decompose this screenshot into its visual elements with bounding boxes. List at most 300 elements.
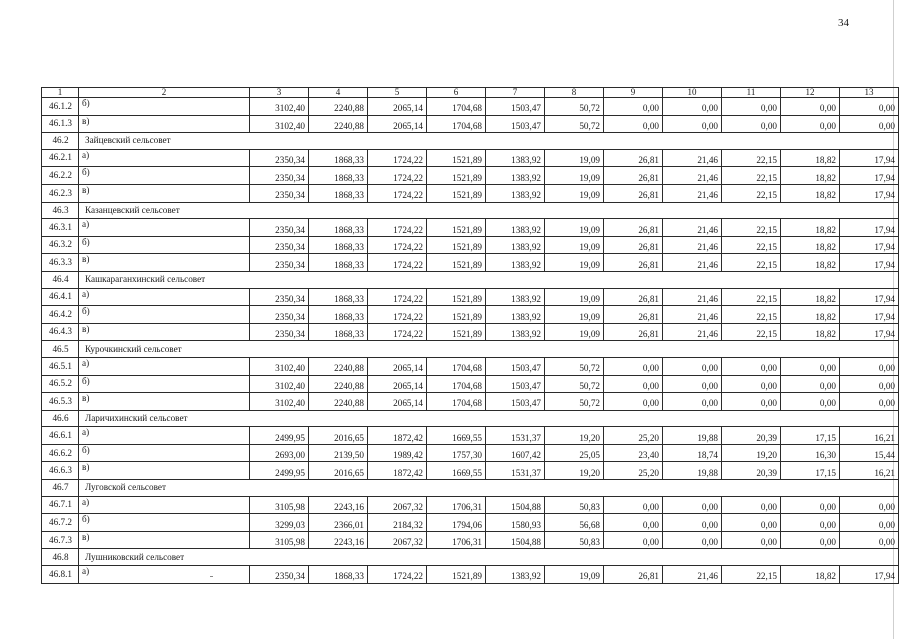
row-code: 46.8 — [42, 549, 79, 566]
table-cell: 0,00 — [840, 531, 899, 549]
table-body — [42, 98, 899, 584]
row-label: б) — [79, 98, 250, 116]
table-cell: 1669,55 — [427, 462, 486, 480]
table-cell: 18,82 — [781, 254, 840, 272]
row-code: 46.5.3 — [42, 393, 79, 411]
table-cell: 1504,88 — [486, 496, 545, 514]
table-cell: 1383,92 — [486, 566, 545, 584]
column-header: 11 — [722, 88, 781, 98]
table-cell: 21,46 — [663, 236, 722, 254]
table-cell: 26,81 — [604, 219, 663, 237]
table-cell: 1724,22 — [368, 323, 427, 341]
table-cell: 1580,93 — [486, 514, 545, 532]
table-row — [42, 149, 899, 167]
table-cell: 22,15 — [722, 288, 781, 306]
table-cell: 0,00 — [663, 357, 722, 375]
table-cell: 1503,47 — [486, 357, 545, 375]
table-cell: 0,00 — [722, 98, 781, 116]
table-cell: 1868,33 — [309, 236, 368, 254]
column-header: 12 — [781, 88, 840, 98]
table-cell: 1794,06 — [427, 514, 486, 532]
table-cell: 20,39 — [722, 462, 781, 480]
table-row — [42, 496, 899, 514]
table-cell: 25,20 — [604, 427, 663, 445]
table-cell: 0,00 — [663, 531, 722, 549]
table-cell: 1669,55 — [427, 427, 486, 445]
table-cell: 1521,89 — [427, 149, 486, 167]
table-cell: 2350,34 — [250, 288, 309, 306]
table-cell: 22,15 — [722, 323, 781, 341]
group-label: Курочкинский сельсовет — [79, 341, 899, 358]
table-cell: 1724,22 — [368, 306, 427, 324]
table-cell: 19,09 — [545, 167, 604, 185]
table-cell: 16,30 — [781, 444, 840, 462]
table-cell: 1607,42 — [486, 444, 545, 462]
table-cell: 1521,89 — [427, 254, 486, 272]
table-cell: 1521,89 — [427, 184, 486, 202]
table-cell: 1724,22 — [368, 566, 427, 584]
table-cell: 2067,32 — [368, 496, 427, 514]
table-cell: 1989,42 — [368, 444, 427, 462]
table-cell: 26,81 — [604, 167, 663, 185]
table-cell: 0,00 — [840, 115, 899, 133]
row-code: 46.7.2 — [42, 514, 79, 532]
table-cell: 19,20 — [545, 427, 604, 445]
column-header: 8 — [545, 88, 604, 98]
table-cell: 19,88 — [663, 462, 722, 480]
table-cell: 2350,34 — [250, 306, 309, 324]
group-label: Ларичихинский сельсовет — [79, 410, 899, 427]
table-cell: 22,15 — [722, 219, 781, 237]
table-cell: 17,94 — [840, 149, 899, 167]
table-cell: 17,94 — [840, 219, 899, 237]
page-number: 34 — [838, 17, 849, 29]
row-code: 46.7.3 — [42, 531, 79, 549]
row-code: 46.5.1 — [42, 357, 79, 375]
table-cell: 0,00 — [722, 514, 781, 532]
row-code: 46.5.2 — [42, 375, 79, 393]
table-cell: 1704,68 — [427, 393, 486, 411]
table-cell: 0,00 — [840, 514, 899, 532]
table-cell: 1521,89 — [427, 288, 486, 306]
table-cell: 17,15 — [781, 462, 840, 480]
table-cell: 22,15 — [722, 566, 781, 584]
table-cell: 17,94 — [840, 184, 899, 202]
table-cell: 26,81 — [604, 288, 663, 306]
row-code: 46.2.1 — [42, 149, 79, 167]
row-label: в) — [79, 531, 250, 549]
row-code: 46.6.1 — [42, 427, 79, 445]
table-cell: 2350,34 — [250, 167, 309, 185]
table-cell: 0,00 — [604, 496, 663, 514]
table-cell: 50,72 — [545, 115, 604, 133]
row-code: 46.4.2 — [42, 306, 79, 324]
table-cell: 21,46 — [663, 566, 722, 584]
table-cell: 1503,47 — [486, 393, 545, 411]
table-cell: 56,68 — [545, 514, 604, 532]
table-cell: 1521,89 — [427, 167, 486, 185]
table-cell: 26,81 — [604, 306, 663, 324]
table-cell: 50,72 — [545, 357, 604, 375]
table-cell: 0,00 — [663, 393, 722, 411]
table-cell: 19,09 — [545, 254, 604, 272]
table-cell: 19,09 — [545, 288, 604, 306]
table-cell: 17,94 — [840, 306, 899, 324]
row-code: 46.6.2 — [42, 444, 79, 462]
table-cell: 2065,14 — [368, 357, 427, 375]
row-code: 46.3 — [42, 202, 79, 219]
table-cell: 1503,47 — [486, 98, 545, 116]
table-cell: 21,46 — [663, 149, 722, 167]
table-cell: 22,15 — [722, 167, 781, 185]
table-cell: 3105,98 — [250, 531, 309, 549]
table-cell: 0,00 — [663, 115, 722, 133]
table-cell: 21,46 — [663, 184, 722, 202]
table-cell: 1531,37 — [486, 427, 545, 445]
table-cell: 26,81 — [604, 566, 663, 584]
group-row — [42, 133, 899, 150]
group-row — [42, 549, 899, 566]
group-label: Лушниковский сельсовет — [79, 549, 899, 566]
table-cell: 0,00 — [604, 115, 663, 133]
table-cell: 1868,33 — [309, 323, 368, 341]
row-code: 46.3.2 — [42, 236, 79, 254]
table-cell: 19,09 — [545, 149, 604, 167]
table-cell: 19,20 — [545, 462, 604, 480]
table-cell: 0,00 — [781, 357, 840, 375]
table-cell: 1383,92 — [486, 323, 545, 341]
column-header: 7 — [486, 88, 545, 98]
table-row — [42, 462, 899, 480]
tariff-table — [41, 87, 899, 584]
row-label: в) — [79, 323, 250, 341]
table-header — [42, 88, 899, 98]
table-row — [42, 375, 899, 393]
table-cell: 18,82 — [781, 219, 840, 237]
table-cell: 2693,00 — [250, 444, 309, 462]
row-label: в) — [79, 462, 250, 480]
table-cell: 18,82 — [781, 236, 840, 254]
table-cell: 2065,14 — [368, 393, 427, 411]
row-code: 46.4 — [42, 271, 79, 288]
table-cell: 18,82 — [781, 566, 840, 584]
table-cell: 2350,34 — [250, 254, 309, 272]
table-cell: 1724,22 — [368, 184, 427, 202]
table-row — [42, 323, 899, 341]
table-cell: 21,46 — [663, 323, 722, 341]
row-label: а) — [79, 219, 250, 237]
column-header: 9 — [604, 88, 663, 98]
table-cell: 1704,68 — [427, 357, 486, 375]
table-cell: 18,74 — [663, 444, 722, 462]
table-cell: 50,83 — [545, 531, 604, 549]
table-cell: 0,00 — [663, 98, 722, 116]
table-cell: 3102,40 — [250, 98, 309, 116]
table-cell: 1872,42 — [368, 427, 427, 445]
table-cell: 1872,42 — [368, 462, 427, 480]
table-cell: 17,94 — [840, 566, 899, 584]
row-code: 46.7 — [42, 480, 79, 497]
table-cell: 3102,40 — [250, 393, 309, 411]
table-cell: 2243,16 — [309, 531, 368, 549]
row-label: а) — [79, 357, 250, 375]
table-cell: 23,40 — [604, 444, 663, 462]
table-row — [42, 514, 899, 532]
row-label: б) — [79, 236, 250, 254]
table-cell: 2499,95 — [250, 462, 309, 480]
row-code: 46.2.2 — [42, 167, 79, 185]
table-cell: 2350,34 — [250, 184, 309, 202]
table-cell: 50,72 — [545, 393, 604, 411]
row-code: 46.4.3 — [42, 323, 79, 341]
table-cell: 25,20 — [604, 462, 663, 480]
table-cell: 2065,14 — [368, 98, 427, 116]
table-cell: 3105,98 — [250, 496, 309, 514]
table-cell: 1704,68 — [427, 375, 486, 393]
table-cell: 19,09 — [545, 219, 604, 237]
table-cell: 0,00 — [840, 357, 899, 375]
table-cell: 0,00 — [781, 115, 840, 133]
group-row — [42, 271, 899, 288]
table-cell: 2240,88 — [309, 357, 368, 375]
row-label: в) — [79, 254, 250, 272]
table-row — [42, 357, 899, 375]
row-label: б) — [79, 514, 250, 532]
table-cell: 0,00 — [604, 375, 663, 393]
table-cell: 2065,14 — [368, 115, 427, 133]
row-code: 46.6.3 — [42, 462, 79, 480]
table-cell: 1704,68 — [427, 115, 486, 133]
table-cell: 1868,33 — [309, 306, 368, 324]
column-header: 6 — [427, 88, 486, 98]
table-cell: 2139,50 — [309, 444, 368, 462]
table-cell: 1383,92 — [486, 288, 545, 306]
table-cell: 0,00 — [722, 531, 781, 549]
table-cell: 22,15 — [722, 149, 781, 167]
row-label: б) — [79, 375, 250, 393]
table-cell: 2366,01 — [309, 514, 368, 532]
table-cell: 2499,95 — [250, 427, 309, 445]
table-cell: 2240,88 — [309, 375, 368, 393]
column-header: 3 — [250, 88, 309, 98]
table-cell: 0,00 — [781, 496, 840, 514]
table-cell: 1521,89 — [427, 219, 486, 237]
table-cell: 0,00 — [840, 375, 899, 393]
table-cell: 2243,16 — [309, 496, 368, 514]
table-cell: 22,15 — [722, 236, 781, 254]
table-cell: 2065,14 — [368, 375, 427, 393]
table-cell: 1724,22 — [368, 219, 427, 237]
row-label: б) — [79, 306, 250, 324]
table-cell: 18,82 — [781, 149, 840, 167]
table-cell: 0,00 — [781, 531, 840, 549]
table-cell: 3299,03 — [250, 514, 309, 532]
table-cell: 50,72 — [545, 375, 604, 393]
group-row — [42, 410, 899, 427]
table-cell: 17,94 — [840, 254, 899, 272]
table-cell: 26,81 — [604, 149, 663, 167]
table-cell: 0,00 — [722, 375, 781, 393]
table-cell: 50,83 — [545, 496, 604, 514]
table-cell: 21,46 — [663, 254, 722, 272]
table-row — [42, 566, 899, 584]
table-cell: 0,00 — [604, 531, 663, 549]
table-cell: 22,15 — [722, 254, 781, 272]
table-cell: 17,94 — [840, 323, 899, 341]
table-row — [42, 427, 899, 445]
row-label: в) — [79, 184, 250, 202]
table-cell: 1383,92 — [486, 219, 545, 237]
table-cell: 0,00 — [840, 393, 899, 411]
table-cell: 1868,33 — [309, 288, 368, 306]
table-row — [42, 236, 899, 254]
table-cell: 1724,22 — [368, 236, 427, 254]
row-code: 46.3.1 — [42, 219, 79, 237]
table-cell: 0,00 — [663, 375, 722, 393]
row-code: 46.7.1 — [42, 496, 79, 514]
table-cell: 0,00 — [722, 496, 781, 514]
row-label: в) — [79, 393, 250, 411]
table-cell: 1383,92 — [486, 184, 545, 202]
table-cell: 16,21 — [840, 462, 899, 480]
table-cell: 17,94 — [840, 167, 899, 185]
table-cell: 1521,89 — [427, 323, 486, 341]
table-cell: 19,09 — [545, 236, 604, 254]
table-cell: 1704,68 — [427, 98, 486, 116]
table-cell: 2016,65 — [309, 427, 368, 445]
table-row — [42, 444, 899, 462]
table-cell: 0,00 — [781, 514, 840, 532]
table-cell: 3102,40 — [250, 375, 309, 393]
table-row — [42, 306, 899, 324]
table-cell: 1868,33 — [309, 149, 368, 167]
table-cell: 2240,88 — [309, 98, 368, 116]
table-cell: 0,00 — [604, 98, 663, 116]
table-cell: 2240,88 — [309, 393, 368, 411]
table-row — [42, 115, 899, 133]
table-cell: 50,72 — [545, 98, 604, 116]
row-code: 46.1.2 — [42, 98, 79, 116]
table-cell: 21,46 — [663, 306, 722, 324]
row-code: 46.6 — [42, 410, 79, 427]
column-header: 10 — [663, 88, 722, 98]
table-cell: 2350,34 — [250, 323, 309, 341]
table-cell: 0,00 — [663, 514, 722, 532]
table-cell: 19,09 — [545, 566, 604, 584]
column-header: 5 — [368, 88, 427, 98]
table-cell: 1531,37 — [486, 462, 545, 480]
row-code: 46.1.3 — [42, 115, 79, 133]
table-cell: 1868,33 — [309, 184, 368, 202]
row-label: а) — [79, 566, 250, 584]
table-cell: 21,46 — [663, 288, 722, 306]
table-cell: 26,81 — [604, 236, 663, 254]
group-row — [42, 480, 899, 497]
table-cell: 19,88 — [663, 427, 722, 445]
row-code: 46.3.3 — [42, 254, 79, 272]
row-label: а) — [79, 288, 250, 306]
group-label: Казанцевский сельсовет — [79, 202, 899, 219]
table-row — [42, 393, 899, 411]
table-cell: 18,82 — [781, 288, 840, 306]
table-cell: 0,00 — [781, 393, 840, 411]
table-cell: 26,81 — [604, 254, 663, 272]
table-cell: 22,15 — [722, 184, 781, 202]
table-cell: 22,15 — [722, 306, 781, 324]
table-cell: 2350,34 — [250, 149, 309, 167]
table-cell: 1724,22 — [368, 254, 427, 272]
table-cell: 0,00 — [604, 393, 663, 411]
table-row — [42, 288, 899, 306]
table-cell: 2350,34 — [250, 236, 309, 254]
table-cell: 26,81 — [604, 184, 663, 202]
table-cell: 15,44 — [840, 444, 899, 462]
table-cell: 21,46 — [663, 167, 722, 185]
table-cell: 1757,30 — [427, 444, 486, 462]
table-cell: 17,15 — [781, 427, 840, 445]
table-cell: 1503,47 — [486, 375, 545, 393]
table-cell: 2184,32 — [368, 514, 427, 532]
row-label: а) — [79, 427, 250, 445]
table-cell: 0,00 — [781, 98, 840, 116]
column-header: 13 — [840, 88, 899, 98]
table-cell: 17,94 — [840, 288, 899, 306]
table-cell: 19,09 — [545, 323, 604, 341]
row-code: 46.5 — [42, 341, 79, 358]
group-row — [42, 341, 899, 358]
table-cell: 0,00 — [722, 115, 781, 133]
row-code: 46.8.1 — [42, 566, 79, 584]
table-cell: 17,94 — [840, 236, 899, 254]
table-cell: 1383,92 — [486, 149, 545, 167]
table-cell: 1383,92 — [486, 167, 545, 185]
table-cell: 1868,33 — [309, 219, 368, 237]
table-cell: 1724,22 — [368, 288, 427, 306]
table-cell: 1724,22 — [368, 167, 427, 185]
table-row — [42, 167, 899, 185]
table-cell: 19,20 — [722, 444, 781, 462]
row-label: б) — [79, 444, 250, 462]
table-cell: 26,81 — [604, 323, 663, 341]
table-cell: 1868,33 — [309, 167, 368, 185]
table-cell: 0,00 — [781, 375, 840, 393]
row-label: б) — [79, 167, 250, 185]
table-cell: 1868,33 — [309, 254, 368, 272]
table-cell: 16,21 — [840, 427, 899, 445]
table-cell: 2240,88 — [309, 115, 368, 133]
table-cell: 19,09 — [545, 184, 604, 202]
table-cell: 1521,89 — [427, 236, 486, 254]
group-label: Зайцевский сельсовет — [79, 133, 899, 150]
row-label: в) — [79, 115, 250, 133]
column-header: 1 — [42, 88, 79, 98]
table-cell: 1521,89 — [427, 566, 486, 584]
table-cell: 0,00 — [722, 393, 781, 411]
table-cell: 25,05 — [545, 444, 604, 462]
table-cell: 1868,33 — [309, 566, 368, 584]
table-cell: 21,46 — [663, 219, 722, 237]
column-header: 2 — [79, 88, 250, 98]
table-cell: 20,39 — [722, 427, 781, 445]
table-cell: 1706,31 — [427, 496, 486, 514]
table-cell: 0,00 — [722, 357, 781, 375]
table-row — [42, 531, 899, 549]
table-row — [42, 98, 899, 116]
table-row — [42, 184, 899, 202]
table-cell: 2016,65 — [309, 462, 368, 480]
table-cell: 3102,40 — [250, 357, 309, 375]
table-cell: 0,00 — [663, 496, 722, 514]
